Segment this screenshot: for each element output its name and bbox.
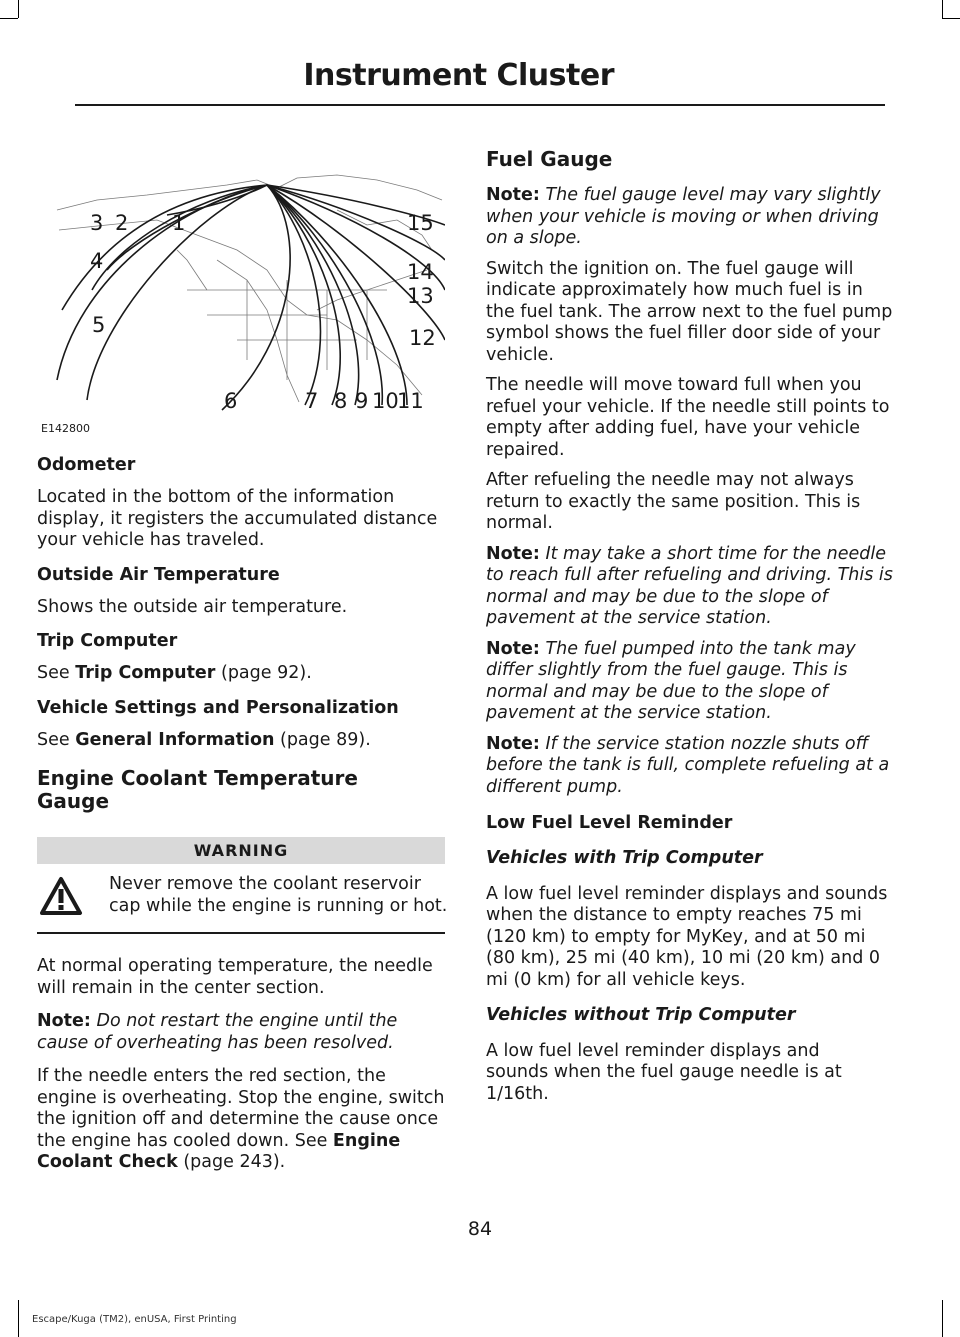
outside-air-temp-text: Shows the outside air temperature. (37, 596, 348, 617)
crop-mark (942, 1300, 943, 1337)
note-label: Note: (37, 1011, 91, 1031)
callout-13: 13 (407, 284, 434, 308)
crop-mark (0, 18, 18, 19)
fuel-gauge-heading: Fuel Gauge (486, 147, 613, 171)
callout-7: 7 (305, 389, 319, 413)
callout-12: 12 (409, 326, 436, 350)
outside-air-temp-heading: Outside Air Temperature (37, 564, 280, 585)
callout-3: 3 (90, 211, 104, 235)
warning-triangle-icon (39, 876, 83, 916)
trip-computer-heading: Trip Computer (37, 631, 178, 651)
fuel-paragraph-3: After refueling the needle may not always return to exactly the same position. This is normal. (486, 470, 861, 533)
page-ref: (page 89). (274, 729, 371, 750)
callout-8: 8 (334, 389, 348, 413)
callout-10: 10 (372, 389, 399, 413)
see-text: See (37, 729, 76, 750)
note-text: If the service station nozzle shuts off before the tank is full, complete refueling at a different pump. (486, 733, 890, 797)
note-label: Note: (486, 638, 540, 659)
fuel-region-map-figure (37, 140, 445, 440)
header-rule (75, 104, 885, 106)
trip-computer-link[interactable]: Trip Computer (75, 663, 216, 683)
left-column (37, 140, 447, 1174)
vehicle-settings-heading: Vehicle Settings and Personalization (37, 697, 399, 718)
without-trip-computer-heading: Vehicles without Trip Computer (486, 1005, 796, 1025)
callout-1: 1 (172, 211, 186, 235)
warning-bar: WARNING (37, 837, 445, 864)
note-label: Note: (486, 543, 540, 564)
callout-4: 4 (90, 249, 104, 273)
general-information-link[interactable]: General Information (75, 729, 275, 750)
right-column (486, 140, 896, 1105)
with-trip-computer-heading: Vehicles with Trip Computer (486, 848, 763, 868)
overheating-text (37, 1066, 447, 1174)
fuel-note-2 (486, 544, 896, 630)
odometer-text: Located in the bottom of the information display, it registers the accumulated distance your vehicle has traveled. (37, 487, 438, 550)
note-text: The fuel pumped into the tank may differ slightly from the fuel gauge. This is normal and may be due to the slope of pavement at the service station. (486, 638, 856, 723)
page-ref: (page 92). (215, 663, 312, 683)
note-text: The fuel gauge level may vary slightly when your vehicle is moving or when driving on a slope. (486, 185, 881, 248)
engine-coolant-heading: Engine Coolant Temperature Gauge (37, 766, 358, 813)
note-label: Note: (486, 733, 540, 754)
callout-11: 11 (397, 389, 424, 413)
note-text: It may take a short time for the needle to reach full after refueling and driving. This is normal and may be due to the slope of pavement at the service station. (486, 543, 893, 628)
fuel-paragraph-2: The needle will move toward full when you refuel your vehicle. If the needle still points to empty after adding fuel, have your vehicle repaired. (486, 375, 890, 460)
crop-mark (18, 0, 19, 18)
low-fuel-heading: Low Fuel Level Reminder (486, 813, 733, 833)
crop-mark (942, 18, 960, 19)
coolant-note (37, 1011, 447, 1054)
fuel-paragraph-1: Switch the ignition on. The fuel gauge will indicate approximately how much fuel is in the fuel tank. The arrow next to the fuel pump symbol shows the fuel filler door side of your vehicle. (486, 258, 893, 365)
vehicle-settings-ref (37, 730, 447, 752)
overheating-body: If the needle enters the red section, the engine is overheating. Stop the engine, switch the ignition off and determine the cause once the engine has cooled down. See (37, 1066, 445, 1151)
callout-15: 15 (407, 211, 434, 235)
note-text: Do not restart the engine until the cause of overheating has been resolved. (37, 1011, 398, 1053)
with-trip-computer-text: A low fuel level reminder displays and sounds when the distance to empty reaches 75 mi (120 km) to empty for MyKey, and at 50 mi (80 km), 25 mi (40 km), 10 mi (20 km) and 0 mi (0 km) for all vehicle keys. (486, 883, 888, 990)
figure-id-label: E142800 (41, 422, 90, 435)
note-label: Note: (486, 185, 540, 205)
crop-mark (942, 0, 943, 18)
crop-mark (18, 1300, 19, 1337)
engine-coolant-check-link[interactable]: Engine Coolant Check (37, 1130, 401, 1172)
without-trip-computer-text: A low fuel level reminder displays and sounds when the fuel gauge needle is at 1/16th. (486, 1040, 842, 1104)
callout-6: 6 (224, 389, 238, 413)
callout-2: 2 (115, 211, 129, 235)
page-number: 84 (467, 1218, 493, 1240)
fuel-note-1 (486, 185, 896, 250)
trip-computer-ref (37, 663, 447, 685)
region-map-illustration (37, 140, 445, 440)
normal-temp-text: At normal operating temperature, the needle will remain in the center section. (37, 956, 433, 998)
callout-5: 5 (92, 313, 106, 337)
page-title: Instrument Cluster (303, 58, 614, 93)
odometer-heading: Odometer (37, 455, 136, 475)
footer-text: Escape/Kuga (TM2), enUSA, First Printing (32, 1314, 237, 1325)
page-ref: (page 243). (177, 1152, 286, 1172)
warning-box (37, 864, 448, 932)
warning-rule (37, 932, 445, 934)
callout-9: 9 (355, 389, 369, 413)
fuel-note-4 (486, 734, 896, 799)
callout-14: 14 (407, 260, 434, 284)
warning-text: Never remove the coolant reservoir cap while the engine is running or hot. (109, 874, 448, 916)
see-text: See (37, 663, 76, 683)
fuel-note-3 (486, 639, 896, 725)
